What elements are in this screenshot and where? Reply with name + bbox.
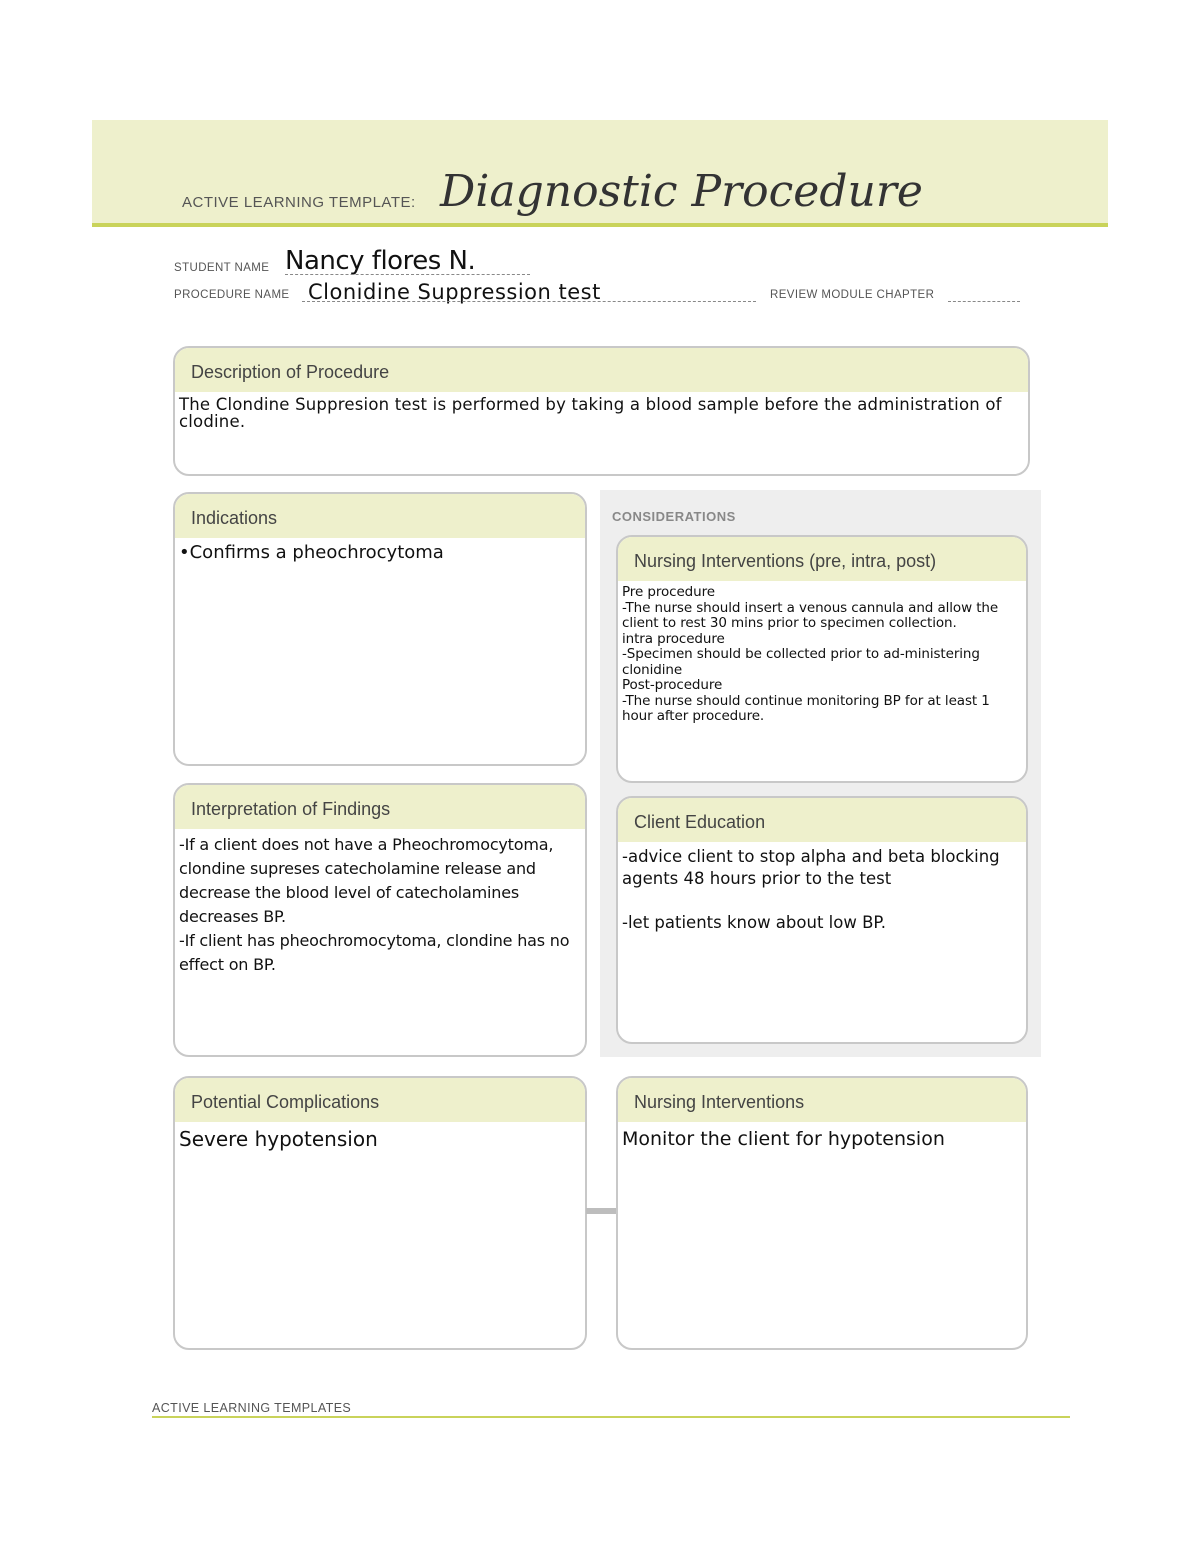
nursing-interventions-pre-title: Nursing Interventions (pre, intra, post) (634, 551, 937, 571)
description-header (175, 348, 1028, 392)
nursing-interventions-pre-header (618, 537, 1026, 581)
nursing-interventions-title: Nursing Interventions (634, 1092, 805, 1112)
procedure-name-label: PROCEDURE NAME (174, 289, 290, 301)
student-name-value[interactable]: Nancy flores N. (285, 246, 476, 276)
nursing-interventions-pre-box (616, 535, 1028, 783)
complications-text[interactable]: Severe hypotension (179, 1127, 378, 1151)
indications-text[interactable]: •Confirms a pheochrocytoma (179, 542, 444, 563)
indications-title: Indications (191, 508, 278, 528)
complications-box (173, 1076, 587, 1350)
complications-header (175, 1078, 585, 1122)
review-module-underline[interactable] (948, 301, 1020, 302)
template-label: ACTIVE LEARNING TEMPLATE: (182, 194, 416, 211)
procedure-name-underline (302, 301, 756, 302)
nursing-interventions-box (616, 1076, 1028, 1350)
client-education-title: Client Education (634, 812, 766, 832)
nursing-interventions-header (618, 1078, 1026, 1122)
student-name-label: STUDENT NAME (174, 262, 270, 274)
nursing-interventions-pre-text[interactable]: Pre procedure -The nurse should insert a venous cannula and allow the client to rest 30 mins prior to specimen collection. intra procedure -Specimen should be collected prior to ad-ministering clonidine Post-procedure -The nurse should continue monitoring BP for at least 1 hour after procedure. (622, 584, 999, 724)
indications-box (173, 492, 587, 766)
description-title: Description of Procedure (191, 362, 390, 382)
complications-title: Potential Complications (191, 1092, 380, 1112)
interpretation-header (175, 785, 585, 829)
interpretation-text[interactable]: -If a client does not have a Pheochromocytoma, clondine supreses catecholamine release and decrease the blood level of catecholamines decreases BP. -If client has pheochromocytoma, clondine has no effect on BP. (179, 835, 570, 974)
client-education-box (616, 796, 1028, 1044)
review-module-label: REVIEW MODULE CHAPTER (770, 289, 935, 301)
page-title: Diagnostic Procedure (440, 166, 923, 217)
connector-bar (586, 1208, 618, 1214)
footer-rule (152, 1416, 1070, 1418)
description-box (173, 346, 1030, 476)
client-education-header (618, 798, 1026, 842)
student-name-underline (285, 274, 530, 275)
header-rule (92, 223, 1108, 227)
interpretation-title: Interpretation of Findings (191, 799, 391, 819)
nursing-interventions-text[interactable]: Monitor the client for hypotension (622, 1128, 945, 1150)
client-education-text[interactable]: -advice client to stop alpha and beta blocking agents 48 hours prior to the test -let patients know about low BP. (622, 847, 1000, 932)
footer-label: ACTIVE LEARNING TEMPLATES (152, 1401, 352, 1415)
considerations-label: CONSIDERATIONS (612, 509, 736, 524)
indications-header (175, 494, 585, 538)
description-text[interactable]: The Clondine Suppresion test is performed by taking a blood sample before the administration of clodine. (179, 395, 1002, 431)
procedure-name-value[interactable]: Clonidine Suppression test (308, 280, 601, 304)
interpretation-box (173, 783, 587, 1057)
